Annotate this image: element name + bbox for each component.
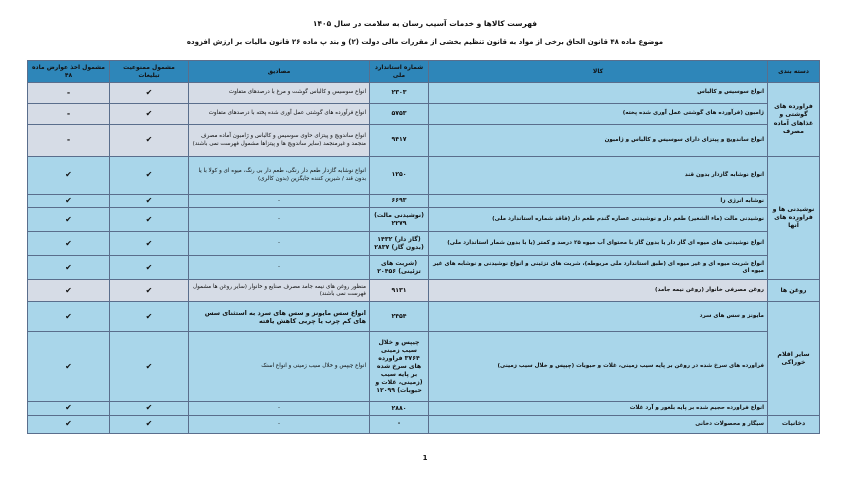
standard-cell: - <box>370 415 429 433</box>
tax-cell: ✔ <box>28 332 110 402</box>
examples-cell: انواع فرآورده های گوشتی عمل آوری شده پخته با درصدهای متفاوت <box>189 104 370 125</box>
tax-cell: - <box>28 104 110 125</box>
goods-cell: روغن مصرفی خانوار (روغن نیمه جامد) <box>429 280 768 302</box>
table-row <box>28 280 820 302</box>
ad-ban-cell: ✔ <box>110 208 189 232</box>
ad-ban-cell: ✔ <box>110 195 189 208</box>
standard-cell: ۹۴۱۷ <box>370 125 429 157</box>
category-cell: فراورده های گوشتی و غذاهای آماده مصرف <box>768 83 820 157</box>
goods-cell: انواع ساندویچ و پیتزای دارای سوسیس و کالباس و ژامبون <box>429 125 768 157</box>
ad-ban-cell: ✔ <box>110 83 189 104</box>
category-cell: روغن ها <box>768 280 820 302</box>
standard-cell: ۲۴۵۴ <box>370 302 429 332</box>
table-row <box>28 157 820 195</box>
standard-cell: ۹۱۳۱ <box>370 280 429 302</box>
table-row <box>28 256 820 280</box>
goods-table <box>27 60 820 434</box>
ad-ban-cell: ✔ <box>110 415 189 433</box>
category-cell: دخانیات <box>768 415 820 433</box>
tax-cell: ✔ <box>28 415 110 433</box>
examples-cell: انواع چیپس و خلال سیب زمینی و انواع اسنک <box>189 332 370 402</box>
col-examples: مصادیق <box>189 61 370 83</box>
col-category: دسته بندی <box>768 61 820 83</box>
examples-cell: منظور روغن های نیمه جامد مصرف صنایع و خانوار (سایر روغن ها مشمول فهرست نمی باشند) <box>189 280 370 302</box>
examples-cell: - <box>189 402 370 415</box>
table-row <box>28 104 820 125</box>
standard-cell: چیپس و خلال سیب زمینی ۳۷۶۴ فراورده های سرخ شده بر پایه سیب (زمینی، غلات و حبوبات) ۱۲۰۹۹ <box>370 332 429 402</box>
ad-ban-cell: ✔ <box>110 232 189 256</box>
page-title: فهرست کالاها و خدمات آسیب رسان به سلامت در سال ۱۴۰۵ <box>312 19 538 28</box>
page-number: 1 <box>422 454 428 462</box>
examples-cell: - <box>189 256 370 280</box>
goods-cell: سیگار و محصولات دخانی <box>429 415 768 433</box>
col-tax: مشمول اخذ عوارض ماده ۴۸ <box>28 61 110 83</box>
goods-cell: نوشابه انرژی زا <box>429 195 768 208</box>
examples-cell: - <box>189 415 370 433</box>
examples-cell: انواع ساندویچ و پیتزای حاوی سوسیس و کالباس و ژامبون آماده مصرف منجمد و غیرمنجمد (سایر ساندویچ ها و پیتزاها مشمول فهرست نمی باشند) <box>189 125 370 157</box>
ad-ban-cell: ✔ <box>110 157 189 195</box>
category-cell: سایر اقلام خوراکی <box>768 302 820 415</box>
examples-cell: انواع سوسیس و کالباس گوشت و مرغ با درصدهای متفاوت <box>189 83 370 104</box>
tax-cell: - <box>28 125 110 157</box>
standard-cell: (نوشیدنی مالت) ۲۲۷۹ <box>370 208 429 232</box>
tax-cell: ✔ <box>28 157 110 195</box>
goods-cell: انواع شربت میوه ای و غیر میوه ای (طبق استاندارد ملی مربوطه)، شربت های تزئینی و انواع نوشیدنی و نوشابه های غیر میوه ای <box>429 256 768 280</box>
page-subtitle: موضوع ماده ۴۸ قانون الحاق برخی از مواد به قانون تنظیم بخشی از مقررات مالی دولت (۲) و بند پ ماده ۲۶ قانون مالیات بر ارزش افزوده <box>186 38 664 46</box>
tax-cell: ✔ <box>28 256 110 280</box>
tax-cell: ✔ <box>28 280 110 302</box>
standard-cell: ۶۶۹۳ <box>370 195 429 208</box>
table-row <box>28 125 820 157</box>
ad-ban-cell: ✔ <box>110 104 189 125</box>
examples-cell: - <box>189 195 370 208</box>
standard-cell: ۲۳۰۳ <box>370 83 429 104</box>
standard-cell: ۱۲۵۰ <box>370 157 429 195</box>
examples-cell: انواع سس مایونز و سس های سرد به استثنای سس های کم چرب یا چربی کاهش یافته <box>189 302 370 332</box>
standard-cell: ۵۷۵۳ <box>370 104 429 125</box>
col-standard: شماره استاندارد ملی <box>370 61 429 83</box>
examples-cell: - <box>189 208 370 232</box>
table-row <box>28 415 820 433</box>
goods-cell: ژامبون (فرآورده های گوشتی عمل آوری شده پخته) <box>429 104 768 125</box>
table-row <box>28 195 820 208</box>
table-row <box>28 332 820 402</box>
table-header-row <box>28 61 820 83</box>
ad-ban-cell: ✔ <box>110 280 189 302</box>
goods-cell: مایونز و سس های سرد <box>429 302 768 332</box>
tax-cell: ✔ <box>28 232 110 256</box>
category-cell: نوشیدنی ها و فراورده های آنها <box>768 157 820 280</box>
table-row <box>28 402 820 415</box>
col-goods: کالا <box>429 61 768 83</box>
standard-cell: ۲۸۸۰ <box>370 402 429 415</box>
goods-cell: انواع فراورده حجیم شده بر پایه بلغور و آرد غلات <box>429 402 768 415</box>
ad-ban-cell: ✔ <box>110 402 189 415</box>
goods-cell: انواع نوشابه گازدار بدون قند <box>429 157 768 195</box>
examples-cell: انواع نوشابه گازدار طعم دار رنگی، طعم دار بی رنگ، میوه ای و کولا با یا بدون قند / شیرین کننده جایگزین (بدون کالری) <box>189 157 370 195</box>
table-row <box>28 83 820 104</box>
tax-cell: ✔ <box>28 402 110 415</box>
goods-cell: انواع سوسیس و کالباس <box>429 83 768 104</box>
tax-cell: ✔ <box>28 195 110 208</box>
ad-ban-cell: ✔ <box>110 125 189 157</box>
examples-cell: - <box>189 232 370 256</box>
ad-ban-cell: ✔ <box>110 302 189 332</box>
table-row <box>28 208 820 232</box>
goods-cell: فراورده های سرخ شده در روغن بر پایه سیب زمینی، غلات و حبوبات (چیپس و خلال سیب زمینی) <box>429 332 768 402</box>
tax-cell: - <box>28 83 110 104</box>
tax-cell: ✔ <box>28 302 110 332</box>
goods-cell: انواع نوشیدنی های میوه ای گاز دار یا بدون گاز با محتوای آب میوه ۲۵ درصد و کمتر (یا با بدون شمار استاندارد ملی) <box>429 232 768 256</box>
standard-cell: (شربت های تزئینی) ۲۰۴۵۶ <box>370 256 429 280</box>
goods-cell: نوشیدنی مالت (ماء الشعیر) طعم دار و نوشیدنی عصاره گندم طعم دار (فاقد شماره استاندارد ملی) <box>429 208 768 232</box>
ad-ban-cell: ✔ <box>110 256 189 280</box>
col-ad-ban: مشمول ممنوعیت تبلیغات <box>110 61 189 83</box>
standard-cell: (گاز دار) ۱۴۳۲ (بدون گاز) ۲۸۳۷ <box>370 232 429 256</box>
ad-ban-cell: ✔ <box>110 332 189 402</box>
tax-cell: ✔ <box>28 208 110 232</box>
table-row <box>28 302 820 332</box>
table-row <box>28 232 820 256</box>
